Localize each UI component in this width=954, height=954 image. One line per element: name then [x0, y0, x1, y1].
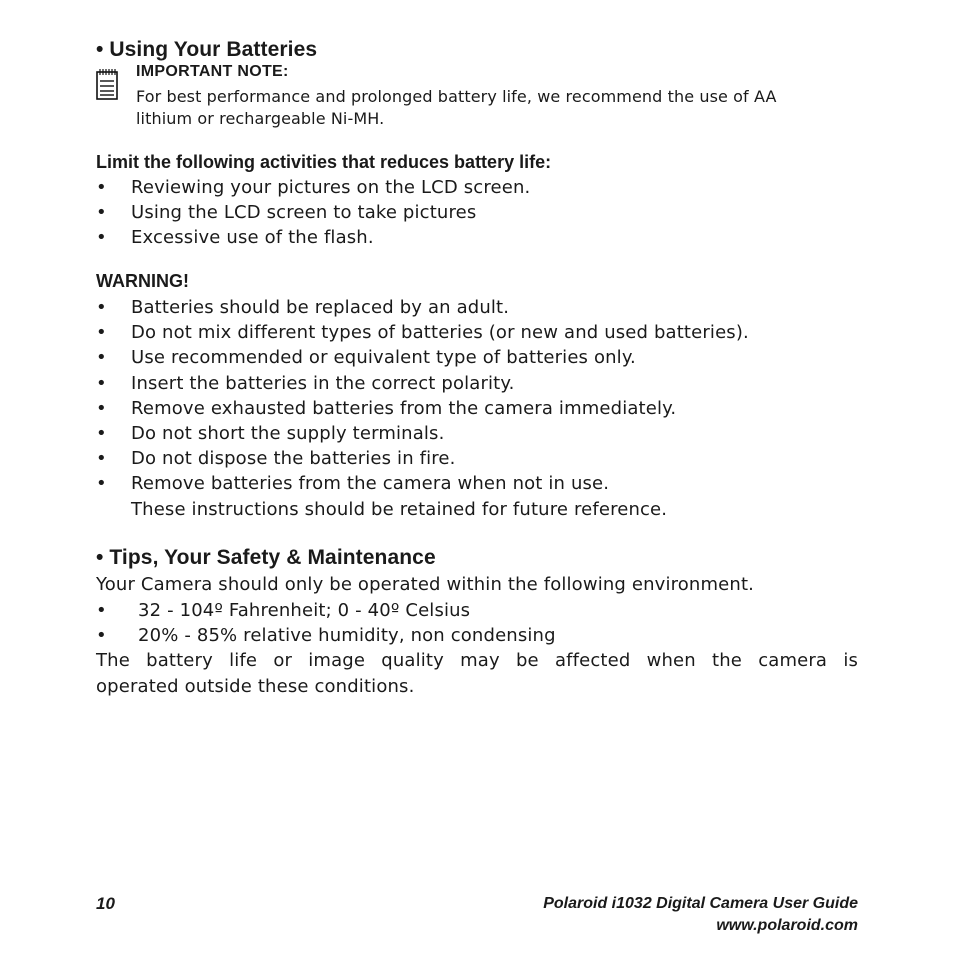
bullet-icon: •: [96, 202, 107, 224]
bullet-icon: •: [96, 625, 107, 647]
conditions-line-1: The battery life or image quality may be affected when the camera is: [96, 650, 858, 671]
guide-title: Polaroid i1032 Digital Camera User Guide: [543, 895, 858, 912]
bullet-icon: •: [96, 227, 107, 249]
footer-guide-info: [543, 893, 858, 937]
limit-activities-heading: Limit the following activities that reduces battery life:: [96, 152, 552, 172]
important-note-title: IMPORTANT NOTE:: [136, 63, 289, 80]
conditions-paragraph: [96, 648, 858, 699]
bullet-icon: •: [96, 600, 107, 621]
section-heading-tips: • Tips, Your Safety & Maintenance: [96, 546, 436, 569]
conditions-line-2: operated outside these conditions.: [96, 675, 415, 697]
section-heading-batteries: • Using Your Batteries: [96, 38, 318, 61]
bullet-icon: •: [96, 347, 107, 369]
warning-heading: WARNING!: [96, 271, 189, 291]
bullet-icon: •: [96, 422, 107, 444]
environment-intro: Your Camera should only be operated within the following environment.: [96, 574, 755, 595]
bullet-icon: •: [96, 297, 107, 318]
bullet-icon: •: [96, 177, 107, 198]
warning-retain-note: These instructions should be retained for future reference.: [131, 499, 668, 520]
bullet-icon: •: [96, 322, 107, 344]
bullet-icon: •: [96, 473, 107, 495]
notepad-icon: [96, 68, 118, 100]
page-number: 10: [96, 894, 115, 913]
bullet-icon: •: [96, 397, 107, 419]
website-link[interactable]: www.polaroid.com: [716, 917, 858, 934]
bullet-icon: •: [96, 448, 107, 470]
important-note-line-1: For best performance and prolonged battery life, we recommend the use of AA: [136, 87, 777, 106]
important-note-line-2: lithium or rechargeable Ni-MH.: [136, 109, 385, 128]
bullet-icon: •: [96, 372, 107, 394]
